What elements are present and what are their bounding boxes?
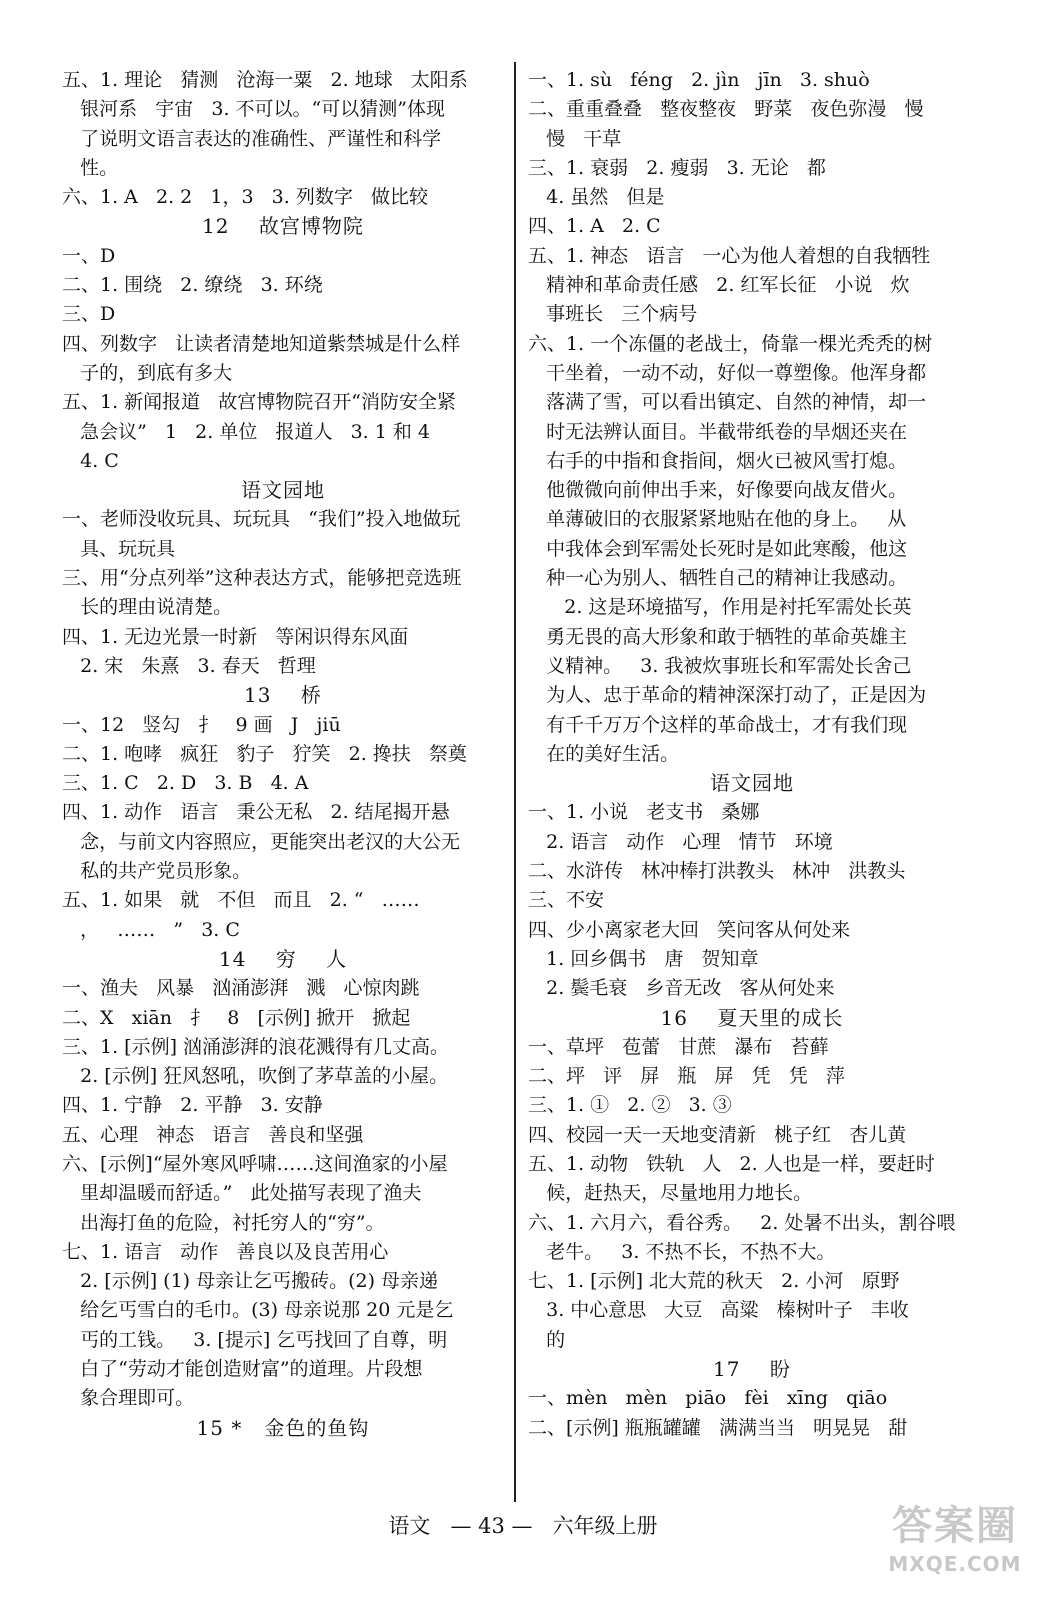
answer-line: 六、[示例]“屋外寒风呼啸……这间渔家的小屋	[62, 1152, 448, 1175]
answer-line: 右手的中指和食指间，烟火已被风雪打熄。	[528, 449, 908, 472]
answer-line: 4. 虽然 但是	[528, 186, 665, 209]
answer-line: 四、少小离家老大回 笑问客从何处来	[528, 918, 851, 941]
watermark-title: 答案圈	[892, 1503, 1018, 1549]
answer-line: 2. 宋 朱熹 3. 春天 哲理	[62, 654, 316, 677]
answer-line: 五、1. 新闻报道 故宫博物院召开“消防安全紧	[62, 391, 457, 414]
answer-line: 五、1. 神态 语言 一心为他人着想的自我牺牲	[528, 244, 931, 267]
answer-line: 事班长 三个病号	[528, 303, 698, 326]
answer-line: 二、1. 围绕 2. 缭绕 3. 环绕	[62, 274, 323, 297]
answer-line: 具、玩玩具	[62, 537, 176, 560]
answer-line: 长的理由说清楚。	[62, 596, 233, 619]
answer-line: 中我体会到军需处长死时是如此寒酸，他这	[528, 537, 908, 560]
answer-line: 干坐着，一动不动，好似一尊塑像。他浑身都	[528, 361, 927, 384]
answer-line: 2. 鬓毛衰 乡音无改 客从何处来	[528, 977, 835, 1000]
answer-line: 性。	[62, 156, 119, 179]
answer-line: 三、1. [示例] 汹涌澎湃的浪花溅得有几丈高。	[62, 1035, 450, 1058]
answer-line: 二、1. 咆哮 疯狂 豹子 狞笑 2. 搀扶 祭奠	[62, 742, 467, 765]
answer-line: 义精神。 3. 我被炊事班长和军需处长舍己	[528, 654, 912, 677]
answer-line: 里却温暖而舒适。” 此处描写表现了渔夫	[62, 1182, 422, 1205]
answer-line: 三、用“分点列举”这种表达方式，能够把竞选班	[62, 567, 462, 590]
answer-line: 二、[示例] 瓶瓶罐罐 满满当当 明晃晃 甜	[528, 1416, 908, 1439]
answer-line: 3. 中心意思 大豆 高粱 榛树叶子 丰收	[528, 1299, 909, 1322]
answer-line: 时无法辨认面目。半截带纸卷的旱烟还夹在	[528, 420, 908, 443]
answer-line: 念，与前文内容照应，更能突出老汉的大公无	[62, 830, 461, 853]
answer-line: 出海打鱼的危险，衬托穷人的“穷”。	[62, 1211, 385, 1234]
answer-line: 的	[528, 1328, 566, 1351]
answer-line: 七、1. 语言 动作 善良以及良苦用心	[62, 1240, 389, 1263]
answer-line: 二、X xiān 扌 8 [示例] 掀开 掀起	[62, 1006, 411, 1029]
answer-line: 一、草坪 苞蕾 甘蔗 瀑布 苔藓	[528, 1035, 829, 1058]
answer-line: 给乞丐雪白的毛巾。(3) 母亲说那 20 元是乞	[62, 1299, 454, 1322]
answer-line: 有千千万万个这样的革命战士，才有我们现	[528, 713, 908, 736]
answer-line: 一、渔夫 风暴 汹涌澎湃 溅 心惊肉跳	[62, 977, 420, 1000]
section-heading: 16 夏天里的成长	[660, 1005, 844, 1030]
section-heading: 14 穷 人	[218, 946, 348, 971]
answer-line: 七、1. [示例] 北大荒的秋天 2. 小河 原野	[528, 1270, 900, 1293]
footer-subject: 语文	[388, 1514, 431, 1538]
answer-line: 四、列数字 让读者清楚地知道紫禁城是什么样	[62, 332, 461, 355]
answer-line: 四、1. A 2. C	[528, 215, 661, 238]
answer-line: 白了“劳动才能创造财富”的道理。片段想	[62, 1358, 423, 1381]
footer-grade: 六年级上册	[552, 1514, 658, 1538]
answer-line: 慢 干草	[528, 127, 622, 150]
answer-line: 他微微向前伸出手来，好像要向战友借火。	[528, 479, 908, 502]
answer-line: 四、1. 无边光景一时新 等闲识得东风面	[62, 625, 409, 648]
column-divider	[514, 62, 516, 1502]
answer-line: 象合理即可。	[62, 1387, 195, 1410]
answer-line: 银河系 宇宙 3. 不可以。“可以猜测”体现	[62, 98, 445, 121]
answer-line: 一、D	[62, 244, 116, 267]
answer-line: 三、D	[62, 303, 116, 326]
answer-line: 六、1. A 2. 2 1，3 3. 列数字 做比较	[62, 186, 428, 209]
answer-line: 私的共产党员形象。	[62, 860, 252, 883]
answer-line: 丐的工钱。 3. [提示] 乞丐找回了自尊，明	[62, 1328, 448, 1351]
section-heading: 17 盼	[713, 1357, 791, 1382]
answer-line: 六、1. 六月六，看谷秀。 2. 处暑不出头，割谷喂	[528, 1211, 956, 1234]
answer-line: 五、心理 神态 语言 善良和坚强	[62, 1123, 364, 1146]
answer-line: 急会议” 1 2. 单位 报道人 3. 1 和 4	[62, 420, 430, 443]
answer-line: 三、不安	[528, 889, 605, 912]
answer-line: 了说明文语言表达的准确性、严谨性和科学	[62, 127, 442, 150]
answer-line: 候，赶热天，尽量地用力地长。	[528, 1182, 813, 1205]
watermark-url: MXQE.COM	[888, 1552, 1022, 1576]
answer-line: 种一心为别人、牺牲自己的精神让我感动。	[528, 567, 908, 590]
answer-line: 三、1. 衰弱 2. 瘦弱 3. 无论 都	[528, 156, 826, 179]
answer-line: 老牛。 3. 不热不长，不热不大。	[528, 1240, 836, 1263]
answer-line: 一、1. sù féng 2. jìn jīn 3. shuò	[528, 69, 870, 91]
section-heading: 语文园地	[241, 478, 325, 503]
answer-line: 五、1. 理论 猜测 沧海一粟 2. 地球 太阳系	[62, 69, 468, 91]
answer-line: 五、1. 动物 铁轨 人 2. 人也是一样，要赶时	[528, 1152, 935, 1175]
section-heading: 12 故宫博物院	[202, 214, 364, 239]
answer-line: 落满了雪，可以看出镇定、自然的神情，却一	[528, 391, 927, 414]
answer-line: 三、1. C 2. D 3. B 4. A	[62, 772, 309, 795]
answer-line: 一、1. 小说 老支书 桑娜	[528, 801, 760, 824]
answer-line: 子的，到底有多大	[62, 361, 233, 384]
answer-line: 勇无畏的高大形象和敢于牺牲的革命英雄主	[528, 625, 908, 648]
answer-line: 三、1. ① 2. ② 3. ③	[528, 1094, 732, 1117]
answer-line: 为人、忠于革命的精神深深打动了，正是因为	[528, 684, 927, 707]
answer-line: 精神和革命责任感 2. 红军长征 小说 炊	[528, 274, 910, 297]
answer-line: 单薄破旧的衣服紧紧地贴在他的身上。 从	[528, 508, 907, 531]
answer-line: 一、mèn mèn piāo fèi xīng qiāo	[528, 1387, 888, 1410]
answer-line: 五、1. 如果 就 不但 而且 2. “ ……	[62, 889, 420, 912]
answer-line: 2. [示例] 狂风怒吼，吹倒了茅草盖的小屋。	[62, 1065, 449, 1088]
answer-line: 4. C	[62, 449, 119, 472]
section-heading: 语文园地	[710, 771, 794, 796]
answer-line: 一、12 竖勾 扌 9 画 J jiū	[62, 713, 341, 736]
watermark-logo	[880, 1500, 1030, 1590]
section-heading: 13 桥	[244, 683, 322, 708]
answer-line: 二、重重叠叠 整夜整夜 野菜 夜色弥漫 慢	[528, 98, 924, 121]
answer-line: 二、水浒传 林冲棒打洪教头 林冲 洪教头	[528, 860, 906, 883]
answer-line: 二、坪 评 屏 瓶 屏 凭 凭 萍	[528, 1065, 845, 1088]
answer-line: 2. 语言 动作 心理 情节 环境	[528, 830, 833, 853]
section-heading: 15 * 金色的鱼钩	[196, 1415, 370, 1440]
answer-line: 2. [示例] (1) 母亲让乞丐搬砖。(2) 母亲递	[62, 1270, 439, 1293]
answer-line: 六、1. 一个冻僵的老战士，倚靠一棵光秃秃的树	[528, 332, 933, 355]
answer-line: 在的美好生活。	[528, 742, 680, 765]
answer-line: 一、老师没收玩具、玩玩具 “我们”投入地做玩	[62, 508, 461, 531]
answer-line: 四、1. 动作 语言 秉公无私 2. 结尾揭开悬	[62, 801, 450, 824]
left-column	[62, 66, 504, 1443]
answer-line: ， …… ” 3. C	[62, 918, 240, 941]
answer-line: 四、1. 宁静 2. 平静 3. 安静	[62, 1094, 323, 1117]
answer-line: 1. 回乡偶书 唐 贺知章	[528, 947, 759, 970]
right-column	[528, 66, 976, 1443]
answer-line: 2. 这是环境描写，作用是衬托军需处长英	[528, 596, 912, 619]
answer-line: 四、校园一天一天地变清新 桃子红 杏儿黄	[528, 1123, 907, 1146]
footer-page-number: — 43 —	[450, 1514, 533, 1538]
